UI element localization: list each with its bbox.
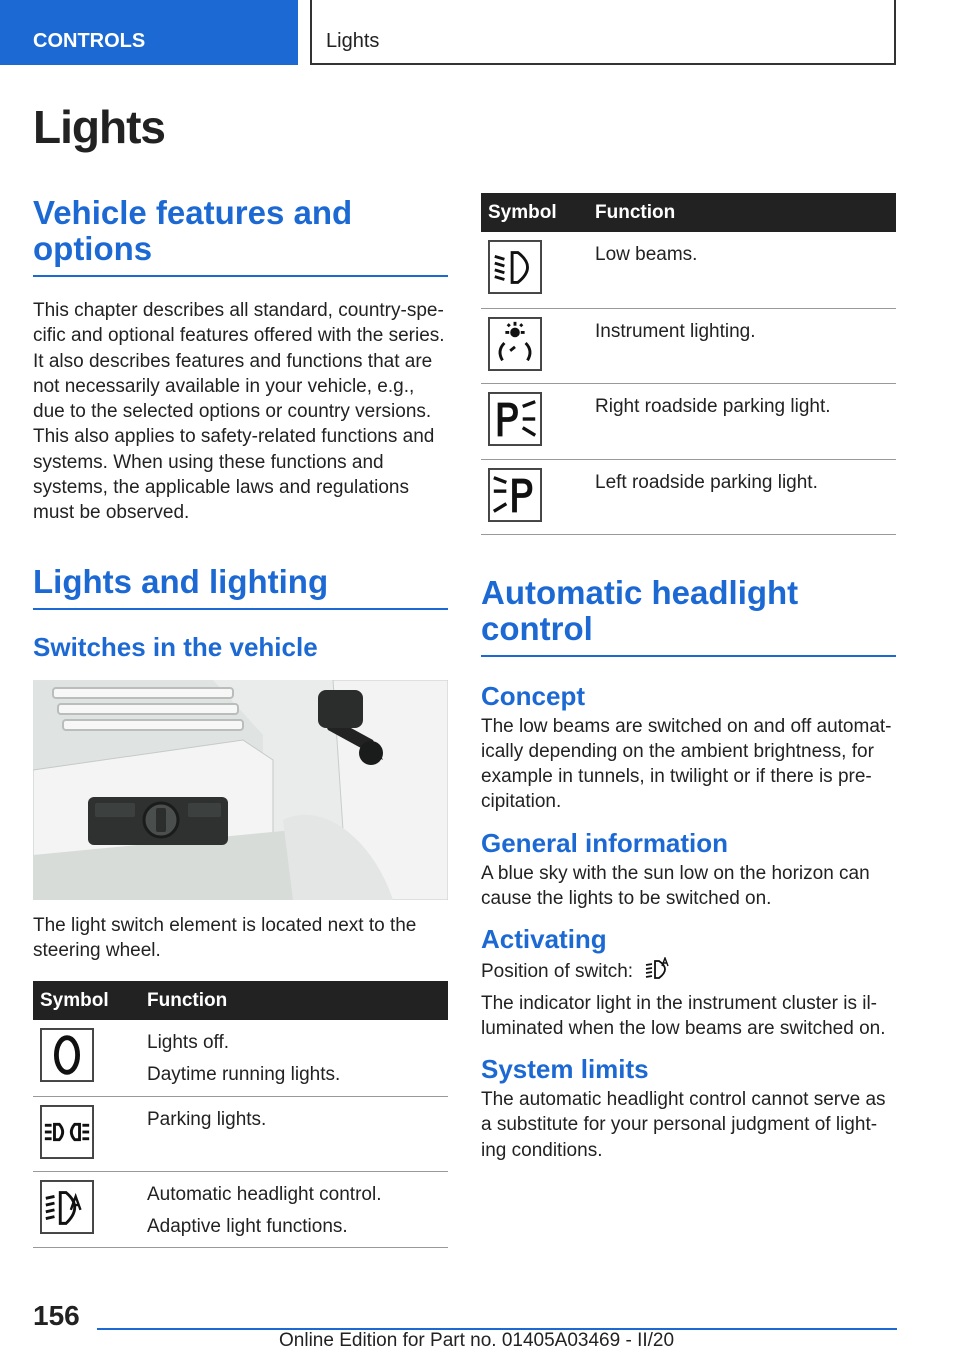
general-paragraph: A blue sky with the sun low on the horizon can cause the lights to be switched on. — [481, 862, 870, 909]
instrument-lighting-icon — [488, 317, 542, 371]
left-parking-light-icon — [488, 468, 542, 522]
activating-text: Position of switch: — [481, 961, 634, 983]
col-header-function: Function — [595, 193, 896, 232]
auto-headlight-inline-icon — [644, 957, 674, 979]
activating-paragraph-2: The indicator light in the instrument cluster is illuminated when the low beams are switched on. — [481, 992, 886, 1039]
lights-off-icon — [40, 1028, 94, 1082]
limits-paragraph: The automatic headlight control cannot serve as a substitute for your personal judgment of lighting conditions. — [481, 1089, 886, 1161]
function-text: Automatic headlight control. — [147, 1183, 382, 1205]
heading-automatic-headlight: Automatic headlight control — [481, 575, 896, 657]
table-row — [481, 459, 896, 534]
photo-caption: The light switch element is located next to the steering wheel. — [33, 914, 417, 961]
right-column — [481, 193, 896, 1163]
header-section-tab: CONTROLS — [0, 0, 298, 65]
col-header-symbol: Symbol — [481, 193, 595, 232]
col-header-symbol: Symbol — [33, 981, 147, 1020]
function-text: Daytime running lights. — [147, 1064, 341, 1086]
col-header-function: Function — [147, 981, 448, 1020]
features-paragraph: This chapter describes all standard, country-specific and optional features offered with the series. It also describes features and functions that are not necessarily available in your vehicle, e.g., due to the selected options or country versions. This also applies to safety-related functions and systems. When using these functions and systems, the applicable laws and regulations must be observed. — [33, 300, 445, 524]
activating-paragraph-1 — [481, 957, 896, 984]
table-row — [33, 1096, 448, 1171]
left-column — [33, 195, 448, 1248]
table-row — [481, 232, 896, 308]
page-title: Lights — [33, 101, 165, 153]
header-topic: Lights — [310, 0, 896, 65]
function-text: Right roadside parking light. — [595, 395, 831, 417]
function-text: Lights off. — [147, 1032, 230, 1054]
table-row — [33, 1020, 448, 1096]
function-text: Low beams. — [595, 244, 698, 265]
heading-activating: Activating — [481, 924, 607, 955]
parking-lights-icon — [40, 1105, 94, 1159]
light-symbols-table — [481, 193, 896, 535]
table-row — [481, 308, 896, 383]
heading-concept: Concept — [481, 680, 585, 711]
light-switch-photo — [33, 680, 448, 900]
heading-vehicle-features: Vehicle features and options — [33, 195, 448, 277]
heading-system-limits: System limits — [481, 1054, 649, 1085]
function-text: Left roadside parking light. — [595, 471, 818, 493]
concept-paragraph: The low beams are switched on and off automatically depending on the ambient brightness, for example in tunnels, in twilight or if there is precipitation. — [481, 715, 892, 813]
function-text: Adaptive light functions. — [147, 1215, 348, 1237]
heading-lights-lighting: Lights and lighting — [33, 564, 448, 610]
table-row — [481, 383, 896, 459]
page-number: 156 — [33, 1300, 80, 1331]
heading-switches: Switches in the vehicle — [33, 631, 318, 662]
table-row — [33, 1171, 448, 1247]
auto-headlight-icon — [40, 1180, 94, 1234]
low-beams-icon — [488, 240, 542, 294]
function-text: Instrument lighting. — [595, 320, 756, 342]
footer-edition: Online Edition for Part no. 01405A03469 - II/20 — [279, 1330, 675, 1351]
heading-general-information: General information — [481, 827, 729, 858]
function-text: Parking lights. — [147, 1108, 267, 1130]
right-parking-light-icon — [488, 392, 542, 446]
switch-symbols-table — [33, 981, 448, 1248]
